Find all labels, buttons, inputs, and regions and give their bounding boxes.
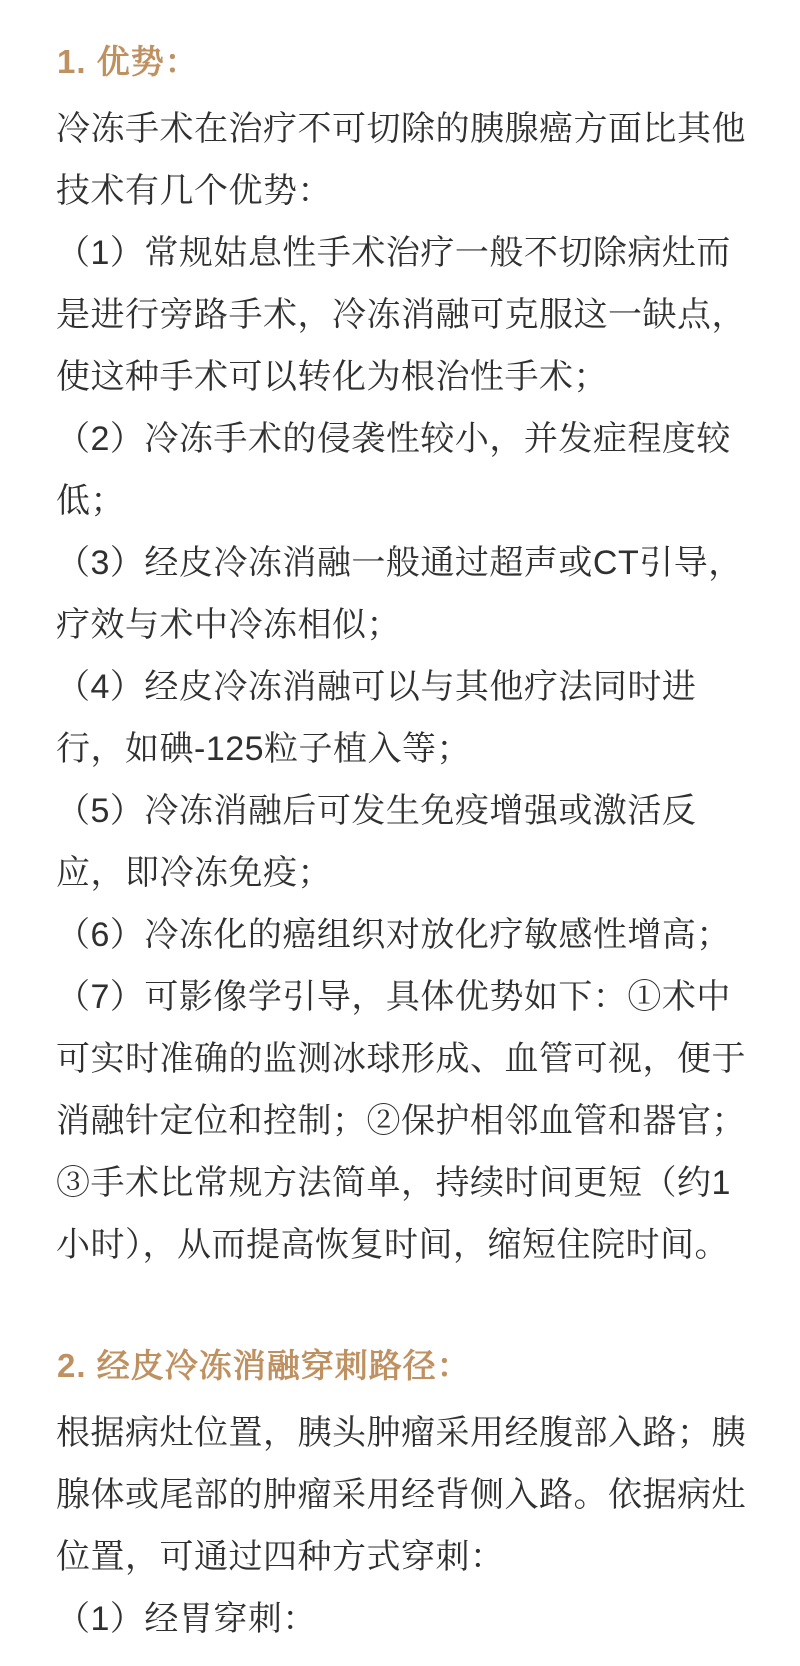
text-line: 腺体或尾部的肿瘤采用经背侧入路。依据病灶 [56, 1476, 746, 1514]
section-heading: 2. 经皮冷冻消融穿刺路径： [57, 1347, 471, 1384]
text-line: ③手术比常规方法简单，持续时间更短（约1 [56, 1164, 731, 1202]
text-line: 位置，可通过四种方式穿刺： [56, 1538, 505, 1576]
text-line: （4）经皮冷冻消融可以与其他疗法同时进 [56, 668, 697, 706]
text-line: （6）冷冻化的癌组织对放化疗敏感性增高； [56, 916, 731, 954]
text-line: 应，即冷冻免疫； [56, 854, 332, 892]
text-line: 技术有几个优势： [56, 172, 332, 210]
text-line: 疗效与术中冷冻相似； [56, 606, 401, 644]
text-line: 低； [56, 482, 125, 520]
section-body [56, 98, 752, 1276]
text-line: 消融针定位和控制；②保护相邻血管和器官； [56, 1102, 746, 1140]
section-advantages [56, 42, 752, 1276]
text-line: 使这种手术可以转化为根治性手术； [56, 358, 608, 396]
text-line: 是进行旁路手术，冷冻消融可克服这一缺点， [56, 296, 746, 334]
text-line: 行，如碘-125粒子植入等； [56, 730, 472, 768]
text-line: 小时），从而提高恢复时间，缩短住院时间。 [56, 1226, 729, 1264]
section-puncture-paths [56, 1346, 752, 1650]
text-line: （1）经胃穿刺： [56, 1600, 317, 1638]
text-line: 根据病灶位置，胰头肿瘤采用经腹部入路；胰 [56, 1414, 746, 1452]
text-line: 可实时准确的监测冰球形成、血管可视，便于 [56, 1040, 746, 1078]
text-line: （7）可影像学引导，具体优势如下：①术中 [56, 978, 731, 1016]
text-line: （2）冷冻手术的侵袭性较小，并发症程度较 [56, 420, 731, 458]
text-line: （5）冷冻消融后可发生免疫增强或激活反 [56, 792, 697, 830]
text-line: 冷冻手术在治疗不可切除的胰腺癌方面比其他 [56, 110, 746, 148]
text-line: （3）经皮冷冻消融一般通过超声或CT引导， [56, 544, 743, 582]
section-body [56, 1402, 752, 1650]
text-line: （1）常规姑息性手术治疗一般不切除病灶而 [56, 234, 731, 272]
section-heading: 1. 优势： [57, 43, 199, 80]
